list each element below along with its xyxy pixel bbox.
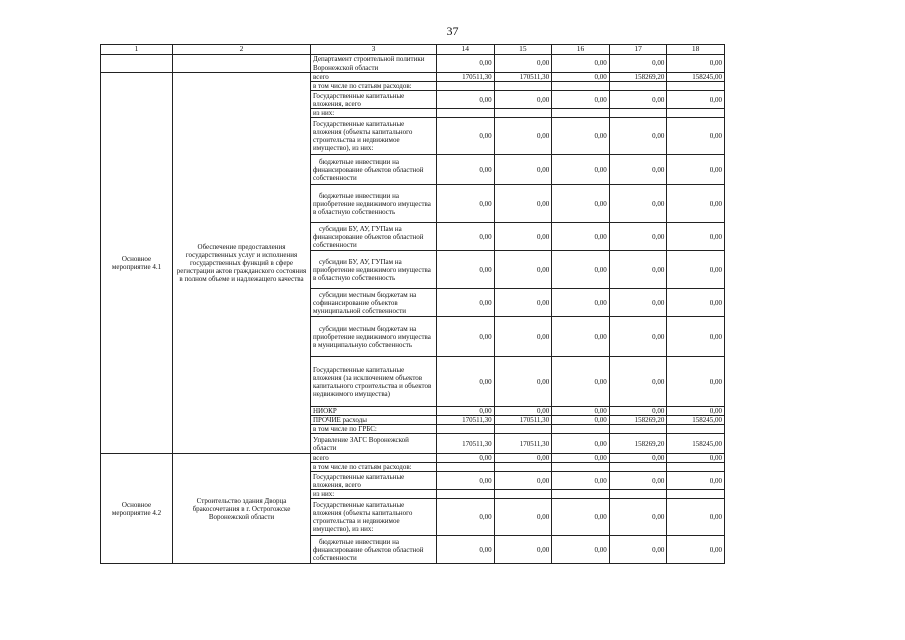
amount-cell [552,109,610,118]
amount-cell: 0,00 [609,55,667,73]
measure-label: Основное мероприятие 4.2 [101,454,173,564]
amount-cell: 0,00 [667,472,725,490]
amount-cell: 0,00 [609,499,667,536]
amount-cell: 0,00 [437,472,495,490]
amount-cell: 0,00 [667,317,725,357]
table-row [101,55,725,73]
amount-cell [667,490,725,499]
amount-cell: 0,00 [437,55,495,73]
table-body [101,55,725,564]
page-number: 37 [446,24,459,38]
amount-cell: 0,00 [437,91,495,109]
amount-cell [494,425,552,434]
table-row [101,73,725,82]
amount-cell: 0,00 [552,407,610,416]
amount-cell: 0,00 [494,317,552,357]
amount-cell [667,463,725,472]
amount-cell: 0,00 [494,536,552,564]
amount-cell: 0,00 [552,454,610,463]
amount-cell: 170511,30 [437,73,495,82]
amount-cell [552,463,610,472]
amount-cell: 0,00 [609,185,667,223]
funding-source: в том числе по ГРБС: [311,425,437,434]
amount-cell [552,82,610,91]
amount-cell [667,109,725,118]
amount-cell [667,425,725,434]
amount-cell: 0,00 [609,251,667,289]
amount-cell: 0,00 [552,499,610,536]
amount-cell: 0,00 [552,55,610,73]
amount-cell: 0,00 [494,472,552,490]
amount-cell: 0,00 [667,536,725,564]
amount-cell: 0,00 [667,454,725,463]
column-header: 1 [101,45,173,55]
amount-cell [437,490,495,499]
amount-cell: 170511,30 [437,416,495,425]
table-header [101,45,725,55]
amount-cell: 170511,30 [437,434,495,454]
funding-source: из них: [311,109,437,118]
amount-cell: 0,00 [667,55,725,73]
amount-cell [494,82,552,91]
amount-cell: 170511,30 [494,434,552,454]
funding-source: Государственные капитальные вложения, всего [311,91,437,109]
amount-cell: 0,00 [494,91,552,109]
amount-cell: 0,00 [494,55,552,73]
amount-cell [437,463,495,472]
amount-cell: 0,00 [437,289,495,317]
measure-label [101,55,173,73]
amount-cell: 0,00 [552,118,610,155]
amount-cell: 0,00 [609,317,667,357]
amount-cell: 0,00 [667,499,725,536]
amount-cell: 0,00 [494,251,552,289]
amount-cell: 0,00 [437,118,495,155]
amount-cell: 0,00 [609,357,667,407]
column-header: 18 [667,45,725,55]
amount-cell: 0,00 [437,155,495,185]
amount-cell: 170511,30 [494,416,552,425]
funding-source: Государственные капитальные вложения (объекты капитального строительства и недвижимое имущество), из них: [311,118,437,155]
column-header: 14 [437,45,495,55]
amount-cell: 0,00 [667,118,725,155]
funding-source: субсидии БУ, АУ, ГУПам на приобретение недвижимого имущества в областную собственность [311,251,437,289]
amount-cell: 0,00 [494,407,552,416]
amount-cell: 0,00 [552,536,610,564]
amount-cell: 0,00 [552,223,610,251]
amount-cell: 0,00 [552,416,610,425]
amount-cell: 0,00 [437,499,495,536]
amount-cell: 0,00 [609,223,667,251]
amount-cell: 0,00 [437,407,495,416]
amount-cell: 0,00 [494,185,552,223]
funding-source: Департамент строительной политики Воронежской области [311,55,437,73]
funding-source: из них: [311,490,437,499]
funding-source: субсидии БУ, АУ, ГУПам на финансирование объектов областной собственности [311,223,437,251]
column-header: 16 [552,45,610,55]
amount-cell: 158245,00 [667,73,725,82]
column-header: 2 [173,45,311,55]
amount-cell: 0,00 [552,91,610,109]
column-header: 3 [311,45,437,55]
amount-cell: 0,00 [552,289,610,317]
funding-source: всего [311,73,437,82]
column-header: 17 [609,45,667,55]
amount-cell [609,109,667,118]
amount-cell: 0,00 [667,223,725,251]
amount-cell: 0,00 [609,407,667,416]
amount-cell: 0,00 [667,289,725,317]
funding-source: бюджетные инвестиции на финансирование объектов областной собственности [311,536,437,564]
funding-source: субсидии местным бюджетам на софинансирование объектов муниципальной собственности [311,289,437,317]
amount-cell: 0,00 [437,317,495,357]
amount-cell: 0,00 [494,223,552,251]
funding-source: ПРОЧИЕ расходы [311,416,437,425]
funding-source: всего [311,454,437,463]
amount-cell: 0,00 [667,155,725,185]
amount-cell: 0,00 [609,155,667,185]
funding-source: НИОКР [311,407,437,416]
amount-cell: 0,00 [494,155,552,185]
funding-source: в том числе по статьям расходов: [311,463,437,472]
amount-cell [609,463,667,472]
amount-cell: 158269,20 [609,434,667,454]
amount-cell: 0,00 [552,185,610,223]
amount-cell: 158245,00 [667,416,725,425]
amount-cell: 158245,00 [667,434,725,454]
amount-cell: 0,00 [667,251,725,289]
amount-cell [609,82,667,91]
amount-cell: 0,00 [609,289,667,317]
amount-cell: 0,00 [552,472,610,490]
amount-cell [494,109,552,118]
amount-cell [667,82,725,91]
header-row [101,45,725,55]
amount-cell: 0,00 [552,73,610,82]
amount-cell [437,425,495,434]
funding-source: Управление ЗАГС Воронежской области [311,434,437,454]
funding-source: в том числе по статьям расходов: [311,82,437,91]
budget-table [100,44,725,564]
amount-cell: 0,00 [437,185,495,223]
amount-cell: 0,00 [667,407,725,416]
funding-source: Государственные капитальные вложения (объекты капитального строительства и недвижимое имущество), из них: [311,499,437,536]
column-header: 15 [494,45,552,55]
amount-cell: 158269,20 [609,416,667,425]
measure-name: Строительство здания Дворца бракосочетания в г. Острогожске Воронежской области [173,454,311,564]
amount-cell: 0,00 [494,357,552,407]
funding-source: субсидии местным бюджетам на приобретение недвижимого имущества в муниципальную собственность [311,317,437,357]
funding-source: бюджетные инвестиции на приобретение недвижимого имущества в областную собственность [311,185,437,223]
amount-cell: 0,00 [437,454,495,463]
amount-cell: 0,00 [609,91,667,109]
amount-cell [494,490,552,499]
funding-source: бюджетные инвестиции на финансирование объектов областной собственности [311,155,437,185]
amount-cell: 0,00 [494,499,552,536]
amount-cell: 0,00 [437,223,495,251]
amount-cell: 0,00 [437,251,495,289]
amount-cell: 0,00 [552,357,610,407]
amount-cell: 0,00 [667,185,725,223]
amount-cell: 0,00 [552,317,610,357]
amount-cell: 0,00 [609,454,667,463]
amount-cell: 0,00 [494,454,552,463]
table-row [101,454,725,463]
amount-cell [437,82,495,91]
amount-cell: 0,00 [667,357,725,407]
amount-cell: 0,00 [494,118,552,155]
measure-name [173,55,311,73]
amount-cell: 0,00 [667,91,725,109]
amount-cell: 158269,20 [609,73,667,82]
amount-cell: 0,00 [609,472,667,490]
amount-cell [552,490,610,499]
amount-cell [494,463,552,472]
amount-cell: 0,00 [609,536,667,564]
amount-cell: 0,00 [552,155,610,185]
amount-cell: 170511,30 [494,73,552,82]
funding-source: Государственные капитальные вложения (за исключением объектов капитального строительства и объектов недвижимого имущества) [311,357,437,407]
amount-cell: 0,00 [437,536,495,564]
measure-label: Основное мероприятие 4.1 [101,73,173,454]
amount-cell: 0,00 [552,434,610,454]
amount-cell: 0,00 [552,251,610,289]
amount-cell [609,425,667,434]
amount-cell [552,425,610,434]
amount-cell: 0,00 [494,289,552,317]
funding-source: Государственные капитальные вложения, всего [311,472,437,490]
measure-name: Обеспечение предоставления государственных услуг и исполнения государственных функций в сфере регистрации актов гражданского состояния в полном объеме и надлежащего качества [173,73,311,454]
amount-cell: 0,00 [437,357,495,407]
amount-cell [437,109,495,118]
amount-cell: 0,00 [609,118,667,155]
amount-cell [609,490,667,499]
